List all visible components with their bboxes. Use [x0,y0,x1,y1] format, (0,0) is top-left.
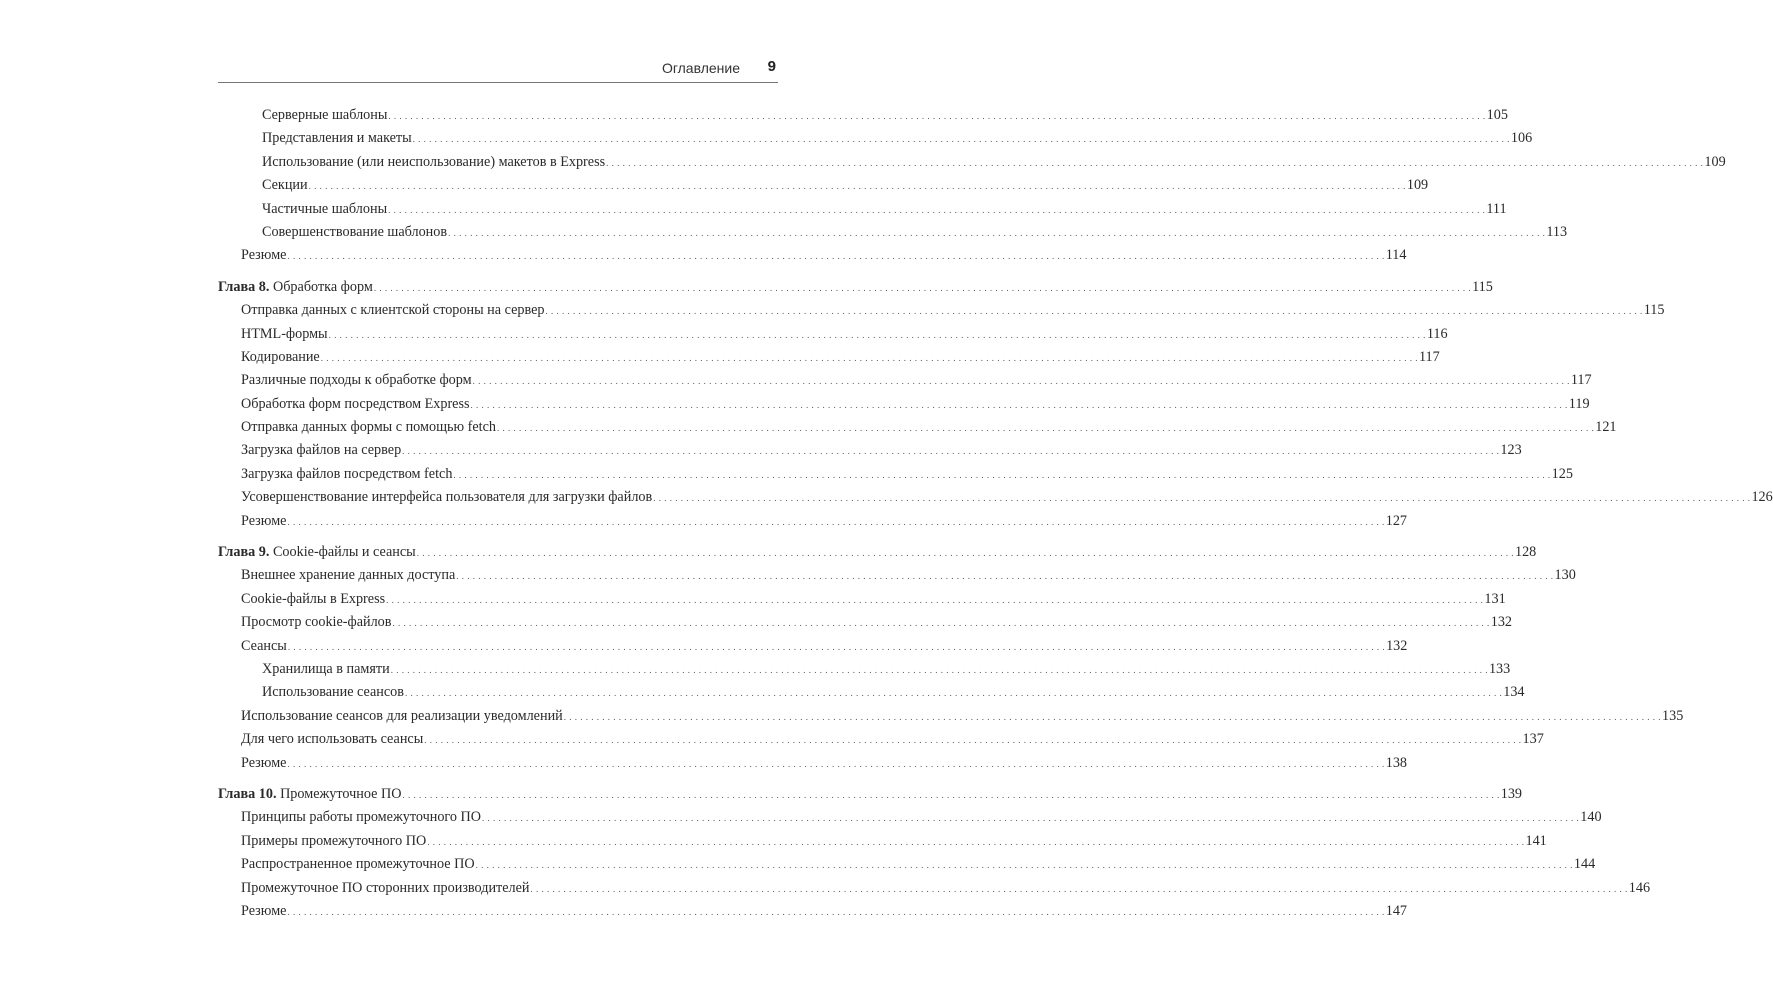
header-title: Оглавление [661,60,740,76]
toc-entry[interactable] [218,728,1544,751]
entry-page-number: 119 [1568,395,1590,412]
entry-title-text: Для чего использовать сеансы [241,731,424,748]
toc-entry[interactable] [218,369,1592,392]
dot-leader: . . . . . . . . . . . . . . . . . . . . . . . . . . . . . . . . . . . . . . . . . . . . . . . . . . . . . . . . . . . . . . . . . . . . . . . . . . . . . . . . . . . . . . . . . . . . . . . . . . . . . . . . . . . . . . . . . . . . . . . . . . . . . . . . . . . . . . . . . . . . . . . . . . . . . . . . . . . . . . . . . . . . . . . . . . . . . . . . . . . . . . . . . . . . . . . . . . . . . . . . [448,227,1546,238]
toc-entry[interactable] [218,486,1773,509]
toc-entry[interactable] [218,900,1407,923]
entry-page-number: 133 [1488,660,1511,677]
entry-title [262,151,605,174]
entry-page-number: 134 [1503,684,1525,701]
toc-entry[interactable] [218,323,1448,346]
entry-title [262,681,404,704]
entry-title [241,830,426,853]
chapter-number: Глава 9. [218,544,270,561]
toc-entry[interactable] [218,877,1651,900]
entry-title-text: Представления и макеты [262,130,412,147]
toc-entry[interactable] [218,127,1533,150]
toc-section [218,541,1684,775]
toc-entry[interactable] [218,564,1576,587]
dot-leader: . . . . . . . . . . . . . . . . . . . . . . . . . . . . . . . . . . . . . . . . . . . . . . . . . . . . . . . . . . . . . . . . . . . . . . . . . . . . . . . . . . . . . . . . . . . . . . . . . . . . . . . . . . . . . . . . . . . . . . . . . . . . . . . . . . . . . . . . . . . . . . . . . . . . . . . . . . . . . . . . . . . . . . . . . . . . . . . . . . . . . . . . . . . . . . . . . . . . . . . . [287,906,1385,917]
chapter-number: Глава 10. [218,785,277,802]
toc-chapter-entry[interactable] [218,783,1522,806]
entry-title-text: Резюме [241,512,287,529]
toc-entry[interactable] [218,588,1506,611]
entry-title-text: Отправка данных формы с помощью fetch [241,419,496,436]
dot-leader: . . . . . . . . . . . . . . . . . . . . . . . . . . . . . . . . . . . . . . . . . . . . . . . . . . . . . . . . . . . . . . . . . . . . . . . . . . . . . . . . . . . . . . . . . . . . . . . . . . . . . . . . . . . . . . . . . . . . . . . . . . . . . . . . . . . . . . . . . . . . . . . . . . . . . . . . . . . . . . . . . . . . . . . . . . . . . . . . . . . . . . . . . . . . . . . . . . . . . . . . [388,111,1486,121]
dot-leader: . . . . . . . . . . . . . . . . . . . . . . . . . . . . . . . . . . . . . . . . . . . . . . . . . . . . . . . . . . . . . . . . . . . . . . . . . . . . . . . . . . . . . . . . . . . . . . . . . . . . . . . . . . . . . . . . . . . . . . . . . . . . . . . . . . . . . . . . . . . . . . . . . . . . . . . . . . . . . . . . . . . . . . . . . . . . . . . . . . . . . . . . . . . . . . . . . . . . . . . . [373,282,1472,293]
dot-leader: . . . . . . . . . . . . . . . . . . . . . . . . . . . . . . . . . . . . . . . . . . . . . . . . . . . . . . . . . . . . . . . . . . . . . . . . . . . . . . . . . . . . . . . . . . . . . . . . . . . . . . . . . . . . . . . . . . . . . . . . . . . . . . . . . . . . . . . . . . . . . . . . . . . . . . . . . . . . . . . . . . . . . . . . . . . . . . . . . . . . . . . . . . . . . . . . . . . . . . . . [424,735,1522,746]
toc-entry[interactable] [218,439,1522,462]
toc-entry[interactable] [218,393,1590,416]
running-header [218,58,778,82]
entry-title-text: Cookie-файлы и сеансы [272,544,416,561]
entry-page-number: 123 [1500,442,1522,459]
dot-leader: . . . . . . . . . . . . . . . . . . . . . . . . . . . . . . . . . . . . . . . . . . . . . . . . . . . . . . . . . . . . . . . . . . . . . . . . . . . . . . . . . . . . . . . . . . . . . . . . . . . . . . . . . . . . . . . . . . . . . . . . . . . . . . . . . . . . . . . . . . . . . . . . . . . . . . . . . . . . . . . . . . . . . . . . . . . . . . . . . . . . . . . . . . . . . . . . . . . . . . . . [392,618,1490,629]
entry-title-text: Различные подходы к обработке форм [241,372,472,389]
entry-title-text: Совершенствование шаблонов [262,223,448,240]
entry-title-text: Использование (или неиспользование) макетов в Express [262,153,606,170]
dot-leader: . . . . . . . . . . . . . . . . . . . . . . . . . . . . . . . . . . . . . . . . . . . . . . . . . . . . . . . . . . . . . . . . . . . . . . . . . . . . . . . . . . . . . . . . . . . . . . . . . . . . . . . . . . . . . . . . . . . . . . . . . . . . . . . . . . . . . . . . . . . . . . . . . . . . . . . . . . . . . . . . . . . . . . . . . . . . . . . . . . . . . . . . . . . . . . . . . . . . . . . . [427,836,1525,847]
entry-title [241,393,470,416]
entry-title-text: HTML-формы [241,325,328,342]
dot-leader: . . . . . . . . . . . . . . . . . . . . . . . . . . . . . . . . . . . . . . . . . . . . . . . . . . . . . . . . . . . . . . . . . . . . . . . . . . . . . . . . . . . . . . . . . . . . . . . . . . . . . . . . . . . . . . . . . . . . . . . . . . . . . . . . . . . . . . . . . . . . . . . . . . . . . . . . . . . . . . . . . . . . . . . . . . . . . . . . . . . . . . . . . . . . . . . . . . . . . . . . [496,423,1595,434]
entry-title [241,900,286,923]
entry-title-text: Обработка форм [272,278,373,295]
entry-title [262,174,308,197]
dot-leader: . . . . . . . . . . . . . . . . . . . . . . . . . . . . . . . . . . . . . . . . . . . . . . . . . . . . . . . . . . . . . . . . . . . . . . . . . . . . . . . . . . . . . . . . . . . . . . . . . . . . . . . . . . . . . . . . . . . . . . . . . . . . . . . . . . . . . . . . . . . . . . . . . . . . . . . . . . . . . . . . . . . . . . . . . . . . . . . . . . . . . . . . . . . . . . . . . . . . . . . . [390,664,1488,675]
entry-page-number: 126 [1751,489,1773,506]
toc-section [218,783,1651,923]
dot-leader: . . . . . . . . . . . . . . . . . . . . . . . . . . . . . . . . . . . . . . . . . . . . . . . . . . . . . . . . . . . . . . . . . . . . . . . . . . . . . . . . . . . . . . . . . . . . . . . . . . . . . . . . . . . . . . . . . . . . . . . . . . . . . . . . . . . . . . . . . . . . . . . . . . . . . . . . . . . . . . . . . . . . . . . . . . . . . . . . . . . . . . . . . . . . . . . . . . . . . . . . [308,181,1406,192]
toc-entry[interactable] [218,463,1573,486]
dot-leader: . . . . . . . . . . . . . . . . . . . . . . . . . . . . . . . . . . . . . . . . . . . . . . . . . . . . . . . . . . . . . . . . . . . . . . . . . . . . . . . . . . . . . . . . . . . . . . . . . . . . . . . . . . . . . . . . . . . . . . . . . . . . . . . . . . . . . . . . . . . . . . . . . . . . . . . . . . . . . . . . . . . . . . . . . . . . . . . . . . . . . . . . . . . . . . . . . . . . . . . . [388,204,1486,215]
header-divider [218,82,778,83]
entry-title [241,611,391,634]
entry-page-number: 106 [1510,130,1533,147]
entry-page-number: 117 [1570,372,1592,389]
dot-leader: . . . . . . . . . . . . . . . . . . . . . . . . . . . . . . . . . . . . . . . . . . . . . . . . . . . . . . . . . . . . . . . . . . . . . . . . . . . . . . . . . . . . . . . . . . . . . . . . . . . . . . . . . . . . . . . . . . . . . . . . . . . . . . . . . . . . . . . . . . . . . . . . . . . . . . . . . . . . . . . . . . . . . . . . . . . . . . . . . . . . . . . . . . . . . . . . . . . . . . . . [287,758,1385,769]
entry-page-number: 135 [1662,707,1684,724]
toc-entry[interactable] [218,104,1508,127]
entry-title [241,853,475,876]
entry-title [241,244,286,267]
toc-entry[interactable] [218,705,1684,728]
entry-page-number: 137 [1522,731,1544,748]
dot-leader: . . . . . . . . . . . . . . . . . . . . . . . . . . . . . . . . . . . . . . . . . . . . . . . . . . . . . . . . . . . . . . . . . . . . . . . . . . . . . . . . . . . . . . . . . . . . . . . . . . . . . . . . . . . . . . . . . . . . . . . . . . . . . . . . . . . . . . . . . . . . . . . . . . . . . . . . . . . . . . . . . . . . . . . . . . . . . . . . . . . . . . . . . . . . . . . . . . . . . . . . [653,493,1751,504]
entry-title-text: Кодирование [241,348,320,365]
entry-title-text: Резюме [241,754,287,771]
dot-leader: . . . . . . . . . . . . . . . . . . . . . . . . . . . . . . . . . . . . . . . . . . . . . . . . . . . . . . . . . . . . . . . . . . . . . . . . . . . . . . . . . . . . . . . . . . . . . . . . . . . . . . . . . . . . . . . . . . . . . . . . . . . . . . . . . . . . . . . . . . . . . . . . . . . . . . . . . . . . . . . . . . . . . . . . . . . . . . . . . . . . . . . . . . . . . . . . . . . . . . . . [472,376,1570,387]
entry-title [241,346,320,369]
entry-title-text: Секции [262,177,308,194]
entry-title [241,486,652,509]
dot-leader: . . . . . . . . . . . . . . . . . . . . . . . . . . . . . . . . . . . . . . . . . . . . . . . . . . . . . . . . . . . . . . . . . . . . . . . . . . . . . . . . . . . . . . . . . . . . . . . . . . . . . . . . . . . . . . . . . . . . . . . . . . . . . . . . . . . . . . . . . . . . . . . . . . . . . . . . . . . . . . . . . . . . . . . . . . . . . . . . . . . . . . . . . . . . . . . . . . . . . . . . [606,157,1704,168]
toc-entry[interactable] [218,806,1602,829]
entry-title-text: Хранилища в памяти [262,660,390,677]
toc-entry[interactable] [218,853,1596,876]
entry-title [262,221,447,244]
toc-entry[interactable] [218,221,1568,244]
toc-entry[interactable] [218,681,1525,704]
entry-page-number: 132 [1386,637,1408,654]
toc-entry[interactable] [218,151,1726,174]
entry-page-number: 128 [1514,544,1537,561]
entry-page-number: 138 [1385,754,1407,771]
entry-title [241,299,544,322]
entry-title-text: Внешнее хранение данных доступа [241,567,456,584]
entry-title [218,276,373,299]
entry-title [262,198,387,221]
entry-page-number: 115 [1643,302,1665,319]
entry-page-number: 121 [1595,419,1617,436]
toc-entry[interactable] [218,658,1511,681]
toc-entry[interactable] [218,830,1547,853]
dot-leader: . . . . . . . . . . . . . . . . . . . . . . . . . . . . . . . . . . . . . . . . . . . . . . . . . . . . . . . . . . . . . . . . . . . . . . . . . . . . . . . . . . . . . . . . . . . . . . . . . . . . . . . . . . . . . . . . . . . . . . . . . . . . . . . . . . . . . . . . . . . . . . . . . . . . . . . . . . . . . . . . . . . . . . . . . . . . . . . . . . . . . . . . . . . . . . . . . . . . . . . . [456,571,1554,582]
toc-chapter-entry[interactable] [218,276,1493,299]
entry-title-text: Использование сеансов [262,684,404,701]
entry-title [262,127,412,150]
dot-leader: . . . . . . . . . . . . . . . . . . . . . . . . . . . . . . . . . . . . . . . . . . . . . . . . . . . . . . . . . . . . . . . . . . . . . . . . . . . . . . . . . . . . . . . . . . . . . . . . . . . . . . . . . . . . . . . . . . . . . . . . . . . . . . . . . . . . . . . . . . . . . . . . . . . . . . . . . . . . . . . . . . . . . . . . . . . . . . . . . . . . . . . . . . . . . . . . . . . . . . . . [563,711,1662,722]
toc-entry[interactable] [218,510,1407,533]
entry-title [241,323,328,346]
dot-leader: . . . . . . . . . . . . . . . . . . . . . . . . . . . . . . . . . . . . . . . . . . . . . . . . . . . . . . . . . . . . . . . . . . . . . . . . . . . . . . . . . . . . . . . . . . . . . . . . . . . . . . . . . . . . . . . . . . . . . . . . . . . . . . . . . . . . . . . . . . . . . . . . . . . . . . . . . . . . . . . . . . . . . . . . . . . . . . . . . . . . . . . . . . . . . . . . . . . . . . . . [320,352,1418,363]
entry-page-number: 114 [1385,247,1407,264]
toc-section [218,104,1726,268]
dot-leader: . . . . . . . . . . . . . . . . . . . . . . . . . . . . . . . . . . . . . . . . . . . . . . . . . . . . . . . . . . . . . . . . . . . . . . . . . . . . . . . . . . . . . . . . . . . . . . . . . . . . . . . . . . . . . . . . . . . . . . . . . . . . . . . . . . . . . . . . . . . . . . . . . . . . . . . . . . . . . . . . . . . . . . . . . . . . . . . . . . . . . . . . . . . . . . . . . . . . . . . . [412,134,1510,145]
entry-title-text: Резюме [241,247,287,264]
entry-page-number: 116 [1426,325,1448,342]
entry-page-number: 117 [1418,348,1440,365]
dot-leader: . . . . . . . . . . . . . . . . . . . . . . . . . . . . . . . . . . . . . . . . . . . . . . . . . . . . . . . . . . . . . . . . . . . . . . . . . . . . . . . . . . . . . . . . . . . . . . . . . . . . . . . . . . . . . . . . . . . . . . . . . . . . . . . . . . . . . . . . . . . . . . . . . . . . . . . . . . . . . . . . . . . . . . . . . . . . . . . . . . . . . . . . . . . . . . . . . . . . . . . . [545,306,1643,317]
entry-title-text: Просмотр cookie-файлов [241,614,392,631]
entry-title-text: Промежуточное ПО [280,785,402,802]
entry-page-number: 131 [1484,590,1506,607]
toc-entry[interactable] [218,416,1617,439]
entry-title-text: Принципы работы промежуточного ПО [241,809,482,826]
dot-leader: . . . . . . . . . . . . . . . . . . . . . . . . . . . . . . . . . . . . . . . . . . . . . . . . . . . . . . . . . . . . . . . . . . . . . . . . . . . . . . . . . . . . . . . . . . . . . . . . . . . . . . . . . . . . . . . . . . . . . . . . . . . . . . . . . . . . . . . . . . . . . . . . . . . . . . . . . . . . . . . . . . . . . . . . . . . . . . . . . . . . . . . . . . . . . . . . . . . . . . . . [470,399,1568,410]
entry-title-text: Частичные шаблоны [262,200,388,217]
dot-leader: . . . . . . . . . . . . . . . . . . . . . . . . . . . . . . . . . . . . . . . . . . . . . . . . . . . . . . . . . . . . . . . . . . . . . . . . . . . . . . . . . . . . . . . . . . . . . . . . . . . . . . . . . . . . . . . . . . . . . . . . . . . . . . . . . . . . . . . . . . . . . . . . . . . . . . . . . . . . . . . . . . . . . . . . . . . . . . . . . . . . . . . . . . . . . . . . . . . . . . . . [402,789,1500,800]
entry-title [241,752,286,775]
toc-entry[interactable] [218,346,1440,369]
toc-entry[interactable] [218,174,1429,197]
entry-title-text: Отправка данных с клиентской стороны на сервер [241,302,545,319]
entry-title-text: Использование сеансов для реализации уведомлений [241,707,563,724]
dot-leader: . . . . . . . . . . . . . . . . . . . . . . . . . . . . . . . . . . . . . . . . . . . . . . . . . . . . . . . . . . . . . . . . . . . . . . . . . . . . . . . . . . . . . . . . . . . . . . . . . . . . . . . . . . . . . . . . . . . . . . . . . . . . . . . . . . . . . . . . . . . . . . . . . . . . . . . . . . . . . . . . . . . . . . . . . . . . . . . . . . . . . . . . . . . . . . . . . . . . . . . . [402,446,1500,457]
toc-section [218,276,1773,533]
entry-page-number: 147 [1385,902,1407,919]
entry-title-text: Примеры промежуточного ПО [241,832,427,849]
entry-title [262,658,390,681]
toc-entry[interactable] [218,752,1407,775]
page-number: 9 [767,58,776,75]
entry-title [241,510,286,533]
entry-title-text: Распространенное промежуточное ПО [241,856,475,873]
entry-title-text: Промежуточное ПО сторонних производителей [241,879,530,896]
entry-page-number: 109 [1704,153,1726,170]
entry-page-number: 111 [1486,200,1507,217]
entry-title [262,104,387,127]
entry-title [218,541,416,564]
entry-page-number: 140 [1580,809,1602,826]
entry-page-number: 144 [1573,856,1596,873]
entry-page-number: 125 [1551,465,1573,482]
entry-title [241,369,472,392]
toc-entry[interactable] [218,198,1507,221]
toc-entry[interactable] [218,611,1513,634]
entry-title [241,588,385,611]
dot-leader: . . . . . . . . . . . . . . . . . . . . . . . . . . . . . . . . . . . . . . . . . . . . . . . . . . . . . . . . . . . . . . . . . . . . . . . . . . . . . . . . . . . . . . . . . . . . . . . . . . . . . . . . . . . . . . . . . . . . . . . . . . . . . . . . . . . . . . . . . . . . . . . . . . . . . . . . . . . . . . . . . . . . . . . . . . . . . . . . . . . . . . . . . . . . . . . . . . . . . . . . [287,641,1386,652]
entry-page-number: 146 [1628,879,1651,896]
dot-leader: . . . . . . . . . . . . . . . . . . . . . . . . . . . . . . . . . . . . . . . . . . . . . . . . . . . . . . . . . . . . . . . . . . . . . . . . . . . . . . . . . . . . . . . . . . . . . . . . . . . . . . . . . . . . . . . . . . . . . . . . . . . . . . . . . . . . . . . . . . . . . . . . . . . . . . . . . . . . . . . . . . . . . . . . . . . . . . . . . . . . . . . . . . . . . . . . . . . . . . . . [530,883,1628,894]
chapter-number: Глава 8. [218,278,270,295]
dot-leader: . . . . . . . . . . . . . . . . . . . . . . . . . . . . . . . . . . . . . . . . . . . . . . . . . . . . . . . . . . . . . . . . . . . . . . . . . . . . . . . . . . . . . . . . . . . . . . . . . . . . . . . . . . . . . . . . . . . . . . . . . . . . . . . . . . . . . . . . . . . . . . . . . . . . . . . . . . . . . . . . . . . . . . . . . . . . . . . . . . . . . . . . . . . . . . . . . . . . . . . . [328,329,1426,340]
table-of-contents [218,104,1773,931]
entry-title-text: Резюме [241,902,287,919]
entry-title-text: Сеансы [241,637,287,654]
entry-page-number: 109 [1406,177,1429,194]
entry-title-text: Усовершенствование интерфейса пользователя для загрузки файлов [241,489,653,506]
entry-title-text: Серверные шаблоны [262,107,388,123]
entry-page-number: 105 [1486,107,1508,123]
entry-page-number: 132 [1490,614,1513,631]
entry-title [241,439,401,462]
toc-entry[interactable] [218,244,1407,267]
toc-chapter-entry[interactable] [218,541,1537,564]
entry-title-text: Загрузка файлов на сервер [241,442,402,459]
entry-title-text: Cookie-файлы в Express [241,590,386,607]
dot-leader: . . . . . . . . . . . . . . . . . . . . . . . . . . . . . . . . . . . . . . . . . . . . . . . . . . . . . . . . . . . . . . . . . . . . . . . . . . . . . . . . . . . . . . . . . . . . . . . . . . . . . . . . . . . . . . . . . . . . . . . . . . . . . . . . . . . . . . . . . . . . . . . . . . . . . . . . . . . . . . . . . . . . . . . . . . . . . . . . . . . . . . . . . . . . . . . . . . . . . . . . [386,594,1484,605]
entry-page-number: 115 [1472,278,1493,295]
dot-leader: . . . . . . . . . . . . . . . . . . . . . . . . . . . . . . . . . . . . . . . . . . . . . . . . . . . . . . . . . . . . . . . . . . . . . . . . . . . . . . . . . . . . . . . . . . . . . . . . . . . . . . . . . . . . . . . . . . . . . . . . . . . . . . . . . . . . . . . . . . . . . . . . . . . . . . . . . . . . . . . . . . . . . . . . . . . . . . . . . . . . . . . . . . . . . . . . . . . . . . . . [404,688,1503,699]
dot-leader: . . . . . . . . . . . . . . . . . . . . . . . . . . . . . . . . . . . . . . . . . . . . . . . . . . . . . . . . . . . . . . . . . . . . . . . . . . . . . . . . . . . . . . . . . . . . . . . . . . . . . . . . . . . . . . . . . . . . . . . . . . . . . . . . . . . . . . . . . . . . . . . . . . . . . . . . . . . . . . . . . . . . . . . . . . . . . . . . . . . . . . . . . . . . . . . . . . . . . . . . [453,469,1551,480]
entry-title [241,635,287,658]
entry-title [241,416,496,439]
toc-entry[interactable] [218,299,1665,322]
entry-title-text: Загрузка файлов посредством fetch [241,465,453,482]
entry-page-number: 113 [1546,223,1568,240]
entry-page-number: 139 [1500,785,1522,802]
dot-leader: . . . . . . . . . . . . . . . . . . . . . . . . . . . . . . . . . . . . . . . . . . . . . . . . . . . . . . . . . . . . . . . . . . . . . . . . . . . . . . . . . . . . . . . . . . . . . . . . . . . . . . . . . . . . . . . . . . . . . . . . . . . . . . . . . . . . . . . . . . . . . . . . . . . . . . . . . . . . . . . . . . . . . . . . . . . . . . . . . . . . . . . . . . . . . . . . . . . . . . . . [475,860,1573,871]
entry-title [241,806,481,829]
dot-leader: . . . . . . . . . . . . . . . . . . . . . . . . . . . . . . . . . . . . . . . . . . . . . . . . . . . . . . . . . . . . . . . . . . . . . . . . . . . . . . . . . . . . . . . . . . . . . . . . . . . . . . . . . . . . . . . . . . . . . . . . . . . . . . . . . . . . . . . . . . . . . . . . . . . . . . . . . . . . . . . . . . . . . . . . . . . . . . . . . . . . . . . . . . . . . . . . . . . . . . . . [482,813,1580,824]
entry-page-number: 130 [1554,567,1576,584]
dot-leader: . . . . . . . . . . . . . . . . . . . . . . . . . . . . . . . . . . . . . . . . . . . . . . . . . . . . . . . . . . . . . . . . . . . . . . . . . . . . . . . . . . . . . . . . . . . . . . . . . . . . . . . . . . . . . . . . . . . . . . . . . . . . . . . . . . . . . . . . . . . . . . . . . . . . . . . . . . . . . . . . . . . . . . . . . . . . . . . . . . . . . . . . . . . . . . . . . . . . . . . . [416,548,1514,559]
dot-leader: . . . . . . . . . . . . . . . . . . . . . . . . . . . . . . . . . . . . . . . . . . . . . . . . . . . . . . . . . . . . . . . . . . . . . . . . . . . . . . . . . . . . . . . . . . . . . . . . . . . . . . . . . . . . . . . . . . . . . . . . . . . . . . . . . . . . . . . . . . . . . . . . . . . . . . . . . . . . . . . . . . . . . . . . . . . . . . . . . . . . . . . . . . . . . . . . . . . . . . . . [287,516,1385,527]
entry-page-number: 127 [1385,512,1407,529]
dot-leader: . . . . . . . . . . . . . . . . . . . . . . . . . . . . . . . . . . . . . . . . . . . . . . . . . . . . . . . . . . . . . . . . . . . . . . . . . . . . . . . . . . . . . . . . . . . . . . . . . . . . . . . . . . . . . . . . . . . . . . . . . . . . . . . . . . . . . . . . . . . . . . . . . . . . . . . . . . . . . . . . . . . . . . . . . . . . . . . . . . . . . . . . . . . . . . . . . . . . . . . . [287,251,1385,262]
entry-title [241,463,452,486]
entry-title [218,783,401,806]
entry-title [241,705,563,728]
entry-page-number: 141 [1525,832,1547,849]
entry-title-text: Обработка форм посредством Express [241,395,470,412]
entry-title [241,877,530,900]
toc-entry[interactable] [218,635,1408,658]
entry-title [241,564,455,587]
entry-title [241,728,423,751]
